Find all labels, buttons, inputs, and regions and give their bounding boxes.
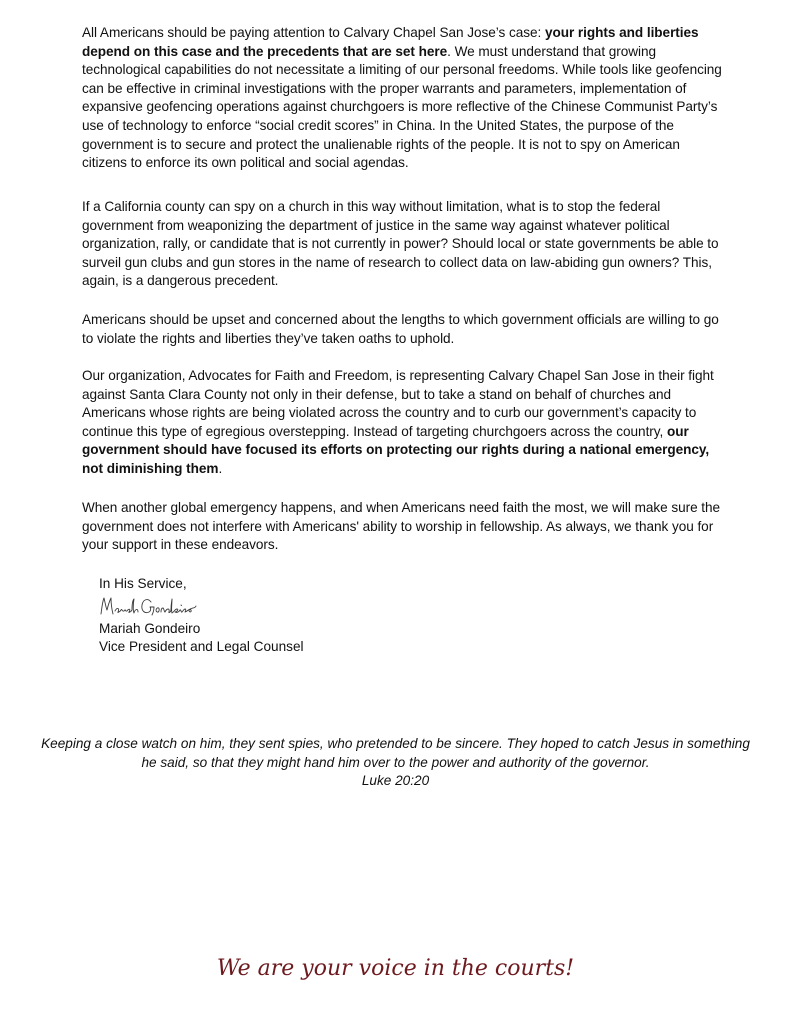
scripture-quote: Keeping a close watch on him, they sent spies, who pretended to be sincere. They hoped to catch Jesus in something he said, so that they might hand him over to the power and authority of the governor. [41, 736, 750, 770]
paragraph-3: Americans should be upset and concerned about the lengths to which government officials are willing to go to violate the rights and liberties they’ve taken oaths to uphold. [82, 312, 719, 346]
handwritten-signature [99, 594, 304, 620]
paragraph-2: If a California county can spy on a church in this way without limitation, what is to stop the federal government from weaponizing the department of justice in the same way against whatever political organization, rally, or candidate that is not currently in power? Should local or state governments be able to surveil gun clubs and gun stores in the name of research to collect data on law-abiding gun owners? This, again, is a dangerous precedent. [82, 199, 719, 289]
signer-title: Vice President and Legal Counsel [99, 639, 304, 655]
scripture-reference: Luke 20:20 [361, 773, 430, 788]
paragraph-4 [82, 367, 726, 479]
paragraph-4-text-a: Our organization, Advocates for Faith and Freedom, is representing Calvary Chapel San Jose in their fight against Santa Clara County not only in their defense, but to take a stand on behalf of churches and Americans whose rights are being violated across the country and to curb our government’s capacity to continue this type of egregious overstepping. Instead of targeting churchgoers across the country, [82, 368, 714, 439]
paragraph-5: When another global emergency happens, and when Americans need faith the most, we will make sure the government does not interfere with Americans' ability to worship in fellowship. As always, we thank you for your support in these endeavors. [82, 500, 721, 553]
paragraph-1-text-b: . We must understand that growing technological capabilities do not necessitate a limiting of our personal freedoms. While tools like geofencing can be effective in criminal investigations with the proper warrants and parameters, implementation of expansive geofencing operations against churchgoers is more reflective of the Chinese Communist Party’s use of technology to enforce “social credit scores” in China. In the United States, the purpose of the government is to secure and protect the unalienable rights of the people. It is not to spy on American citizens to enforce its own political and social agendas. [82, 43, 722, 171]
paragraph-4-text-b: . [218, 460, 223, 476]
paragraph-1 [82, 24, 726, 173]
paragraph-4-bold: our government should have focused its efforts on protecting our rights during a national emergency, not diminishing them [82, 423, 710, 476]
paragraph-1-text-a: All Americans should be paying attention to Calvary Chapel San Jose’s case: [82, 25, 545, 40]
signer-name: Mariah Gondeiro [99, 620, 201, 636]
footer-tagline: We are your voice in the courts! [216, 956, 575, 981]
paragraph-1-bold: your rights and liberties depend on this case and the precedents that are set here [82, 25, 699, 59]
letter-closing [99, 575, 304, 657]
salutation: In His Service, [99, 576, 187, 591]
